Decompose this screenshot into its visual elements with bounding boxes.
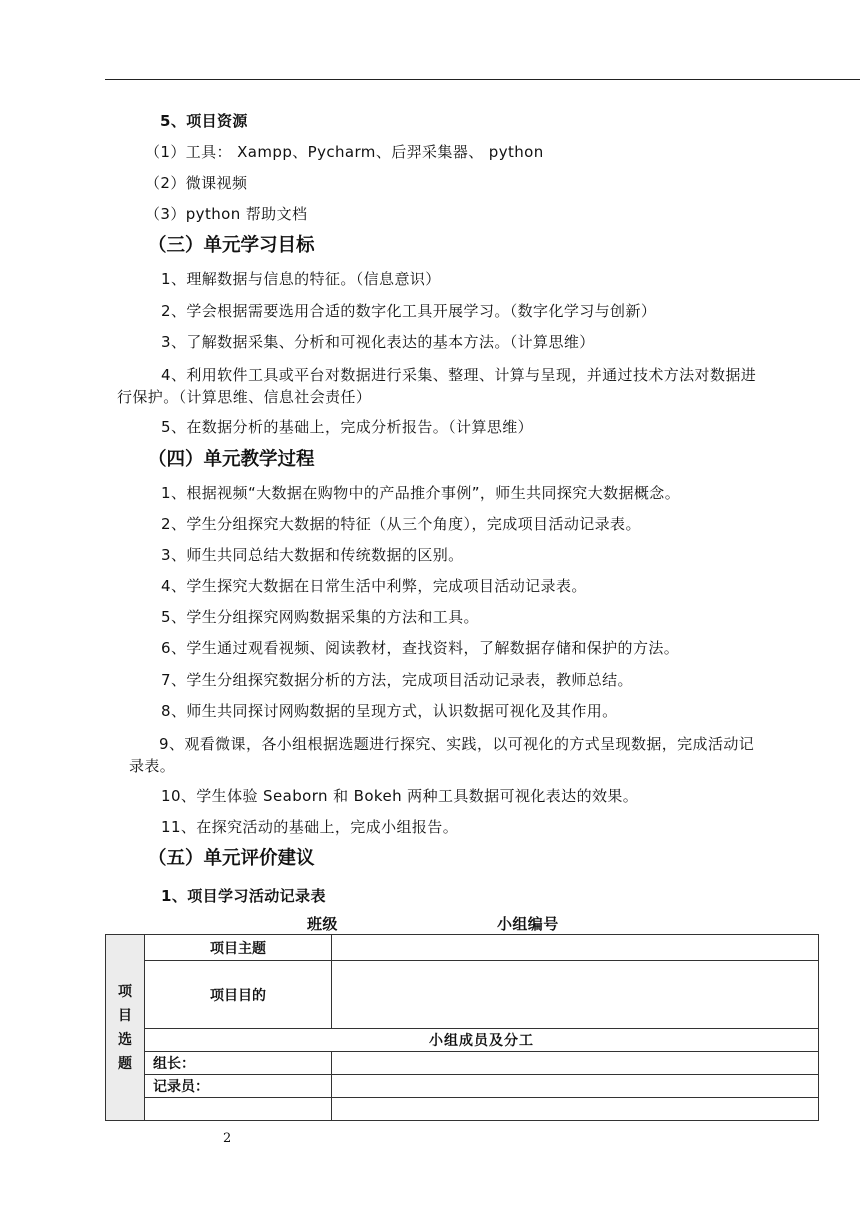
goal-item-3: 3、了解数据采集、分析和可视化表达的基本方法。（计算思维） bbox=[161, 333, 595, 351]
process-item-1: 1、根据视频“大数据在购物中的产品推介事例”，师生共同探究大数据概念。 bbox=[161, 484, 681, 502]
process-item-6: 6、学生通过观看视频、阅读教材，查找资料，了解数据存储和保护的方法。 bbox=[161, 639, 680, 657]
process-item-5: 5、学生分组探究网购数据采集的方法和工具。 bbox=[161, 608, 479, 626]
class-label: 班级 bbox=[307, 915, 338, 933]
process-item-3: 3、师生共同总结大数据和传统数据的区别。 bbox=[161, 546, 464, 564]
purpose-cell[interactable] bbox=[332, 961, 819, 1029]
page-number: 2 bbox=[223, 1131, 232, 1146]
process-item-4: 4、学生探究大数据在日常生活中利弊，完成项目活动记录表。 bbox=[161, 577, 587, 595]
activity-record-table bbox=[105, 934, 819, 1121]
resource-item-2: （2）微课视频 bbox=[145, 174, 248, 192]
goal-item-2: 2、学会根据需要选用合适的数字化工具开展学习。（数字化学习与创新） bbox=[161, 302, 657, 320]
purpose-label: 项目目的 bbox=[145, 961, 332, 1029]
goal-item-5: 5、在数据分析的基础上，完成分析报告。（计算思维） bbox=[161, 418, 534, 436]
resource-item-1: （1）工具： Xampp、Pycharm、后羿采集器、 python bbox=[145, 143, 544, 161]
group-number-label: 小组编号 bbox=[497, 915, 559, 933]
resources-heading: 5、项目资源 bbox=[160, 112, 248, 130]
goals-heading: （三）单元学习目标 bbox=[148, 235, 315, 256]
leader-cell[interactable] bbox=[332, 1052, 819, 1075]
process-item-9: 9、观看微课，各小组根据选题进行探究、实践，以可视化的方式呈现数据，完成活动记录表。 bbox=[129, 735, 755, 775]
empty-role-cell[interactable] bbox=[332, 1098, 819, 1121]
goal-item-4: 4、利用软件工具或平台对数据进行采集、整理、计算与呈现，并通过技术方法对数据进行保护。（计算思维、信息社会责任） bbox=[117, 366, 757, 406]
table-row bbox=[106, 1029, 819, 1052]
process-item-10: 10、学生体验 Seaborn 和 Bokeh 两种工具数据可视化表达的效果。 bbox=[161, 787, 639, 805]
process-item-7: 7、学生分组探究数据分析的方法，完成项目活动记录表，教师总结。 bbox=[161, 671, 633, 689]
table-row bbox=[106, 1075, 819, 1098]
process-item-8: 8、师生共同探讨网购数据的呈现方式，认识数据可视化及其作用。 bbox=[161, 702, 618, 720]
table-row bbox=[106, 961, 819, 1029]
topic-cell[interactable] bbox=[332, 935, 819, 961]
resource-item-3: （3）python 帮助文档 bbox=[145, 205, 308, 223]
table-row bbox=[106, 1098, 819, 1121]
goal-item-1: 1、理解数据与信息的特征。（信息意识） bbox=[161, 270, 441, 288]
recorder-cell[interactable] bbox=[332, 1075, 819, 1098]
process-item-2: 2、学生分组探究大数据的特征（从三个角度），完成项目活动记录表。 bbox=[161, 515, 641, 533]
topic-label: 项目主题 bbox=[145, 935, 332, 961]
process-item-11: 11、在探究活动的基础上，完成小组报告。 bbox=[161, 818, 459, 836]
leader-label: 组长： bbox=[145, 1052, 332, 1075]
recorder-label: 记录员： bbox=[145, 1075, 332, 1098]
record-table-title: 1、项目学习活动记录表 bbox=[161, 887, 326, 905]
process-heading: （四）单元教学过程 bbox=[148, 449, 315, 470]
evaluation-heading: （五）单元评价建议 bbox=[148, 848, 315, 869]
empty-member-cell[interactable] bbox=[145, 1098, 332, 1121]
table-row bbox=[106, 1052, 819, 1075]
project-topic-side-label: 项目选题 bbox=[106, 935, 145, 1121]
header-rule bbox=[105, 79, 860, 80]
members-header: 小组成员及分工 bbox=[145, 1029, 819, 1052]
table-row bbox=[106, 935, 819, 961]
